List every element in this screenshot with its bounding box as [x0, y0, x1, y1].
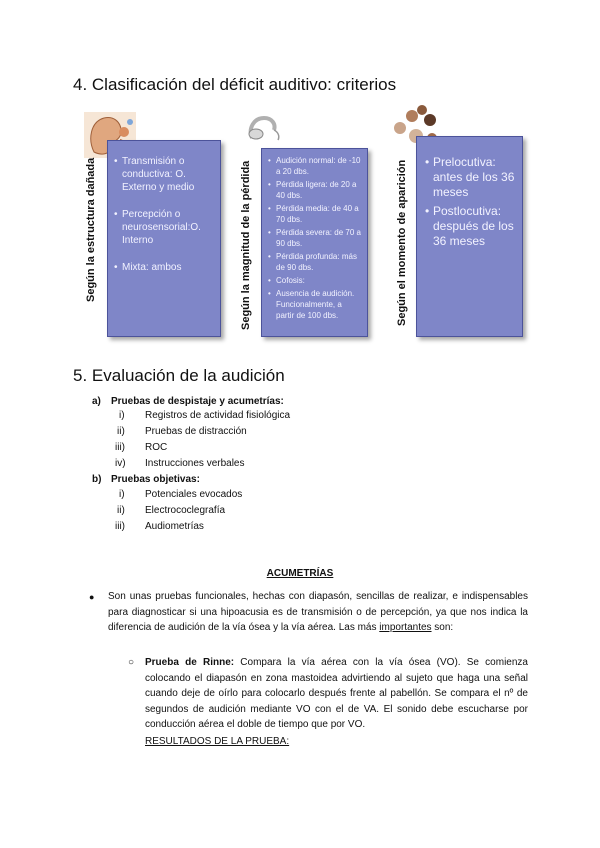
- criterion-item: • Pérdida severa: de 70 a 90 dbs.: [268, 227, 361, 249]
- criterion-panel-magnitude: [261, 148, 368, 337]
- criterion-item: • Pérdida profunda: más de 90 dbs.: [268, 251, 361, 273]
- criterion-item: • Percepción o neurosensorial:O. Interno: [114, 208, 214, 247]
- section-4-title: 4. Clasificación del déficit auditivo: criterios: [73, 75, 397, 94]
- criterion-item: • Audición normal: de -10 a 20 dbs.: [268, 155, 361, 177]
- criterion-label-onset: Según el momento de aparición: [396, 159, 408, 326]
- criterion-item: • Prelocutiva: antes de los 36 meses: [425, 155, 516, 200]
- group-b-title: Pruebas objetivas:: [111, 474, 200, 485]
- list-item: ROC: [145, 442, 168, 453]
- circle-bullet-icon: ○: [128, 657, 135, 668]
- criterion-item: • Postlocutiva: después de los 36 meses: [425, 204, 516, 249]
- acumetrias-heading: ACUMETRÍAS: [266, 568, 334, 579]
- list-number: iii): [115, 442, 125, 453]
- list-number: ii): [117, 505, 125, 516]
- group-a-marker: a): [92, 396, 101, 407]
- bullet-icon: ●: [89, 592, 95, 602]
- results-label: RESULTADOS DE LA PRUEBA:: [145, 736, 290, 747]
- list-number: iii): [115, 521, 125, 532]
- group-b-marker: b): [92, 474, 102, 485]
- list-item: Audiometrías: [145, 521, 204, 532]
- criterion-panel-onset: [416, 136, 523, 337]
- list-item: Pruebas de distracción: [145, 426, 247, 437]
- hearing-aid-icon: [246, 114, 282, 142]
- acumetrias-intro: Son unas pruebas funcionales, hechas con diapasón, sencillas de realizar, e indispensables para diagnosticar si una hipoacusia es de transmisión o de percepción, ya que nos indica la diferencia de audición de la vía ósea y la vía aérea. Las más importantes son:: [108, 591, 528, 633]
- list-number: ii): [117, 426, 125, 437]
- list-item: Instrucciones verbales: [145, 458, 245, 469]
- section-5-title: 5. Evaluación de la audición: [73, 366, 285, 385]
- list-number: i): [119, 410, 125, 421]
- list-item: Potenciales evocados: [145, 489, 243, 500]
- list-item: Electrococlegrafía: [145, 505, 226, 516]
- criterion-label-structure: Según la estructura dañada: [85, 157, 97, 302]
- list-number: iv): [115, 458, 126, 469]
- group-a-title: Pruebas de despistaje y acumetrías:: [111, 396, 284, 407]
- criterion-item: • Mixta: ambos: [114, 261, 214, 274]
- criterion-item: • Ausencia de audición. Funcionalmente, a partir de 100 dbs.: [268, 288, 361, 321]
- criterion-item: • Pérdida ligera: de 20 a 40 dbs.: [268, 179, 361, 201]
- criterion-label-magnitude: Según la magnitud de la pérdida: [240, 160, 252, 330]
- criterion-item: • Transmisión o conductiva: O. Externo y medio: [114, 155, 214, 194]
- rinne-paragraph: Prueba de Rinne: Compara la vía aérea con la vía ósea (VO). Se comienza colocando el diapasón en zona mastoidea advirtiendo al sujeto que haga una señal cuando deje de oírlo para colocarlo después frente al pabellón. Se compara el nº de segundos de audición mediante VO con el de VA. El sonido debe escucharse por conducción aérea el doble de tiempo que por VO.: [145, 657, 528, 730]
- criterion-item: • Pérdida media: de 40 a 70 dbs.: [268, 203, 361, 225]
- criterion-item: • Cofosis:: [268, 275, 361, 286]
- criterion-panel-structure: [107, 140, 221, 337]
- list-number: i): [119, 489, 125, 500]
- list-item: Registros de actividad fisiológica: [145, 410, 291, 421]
